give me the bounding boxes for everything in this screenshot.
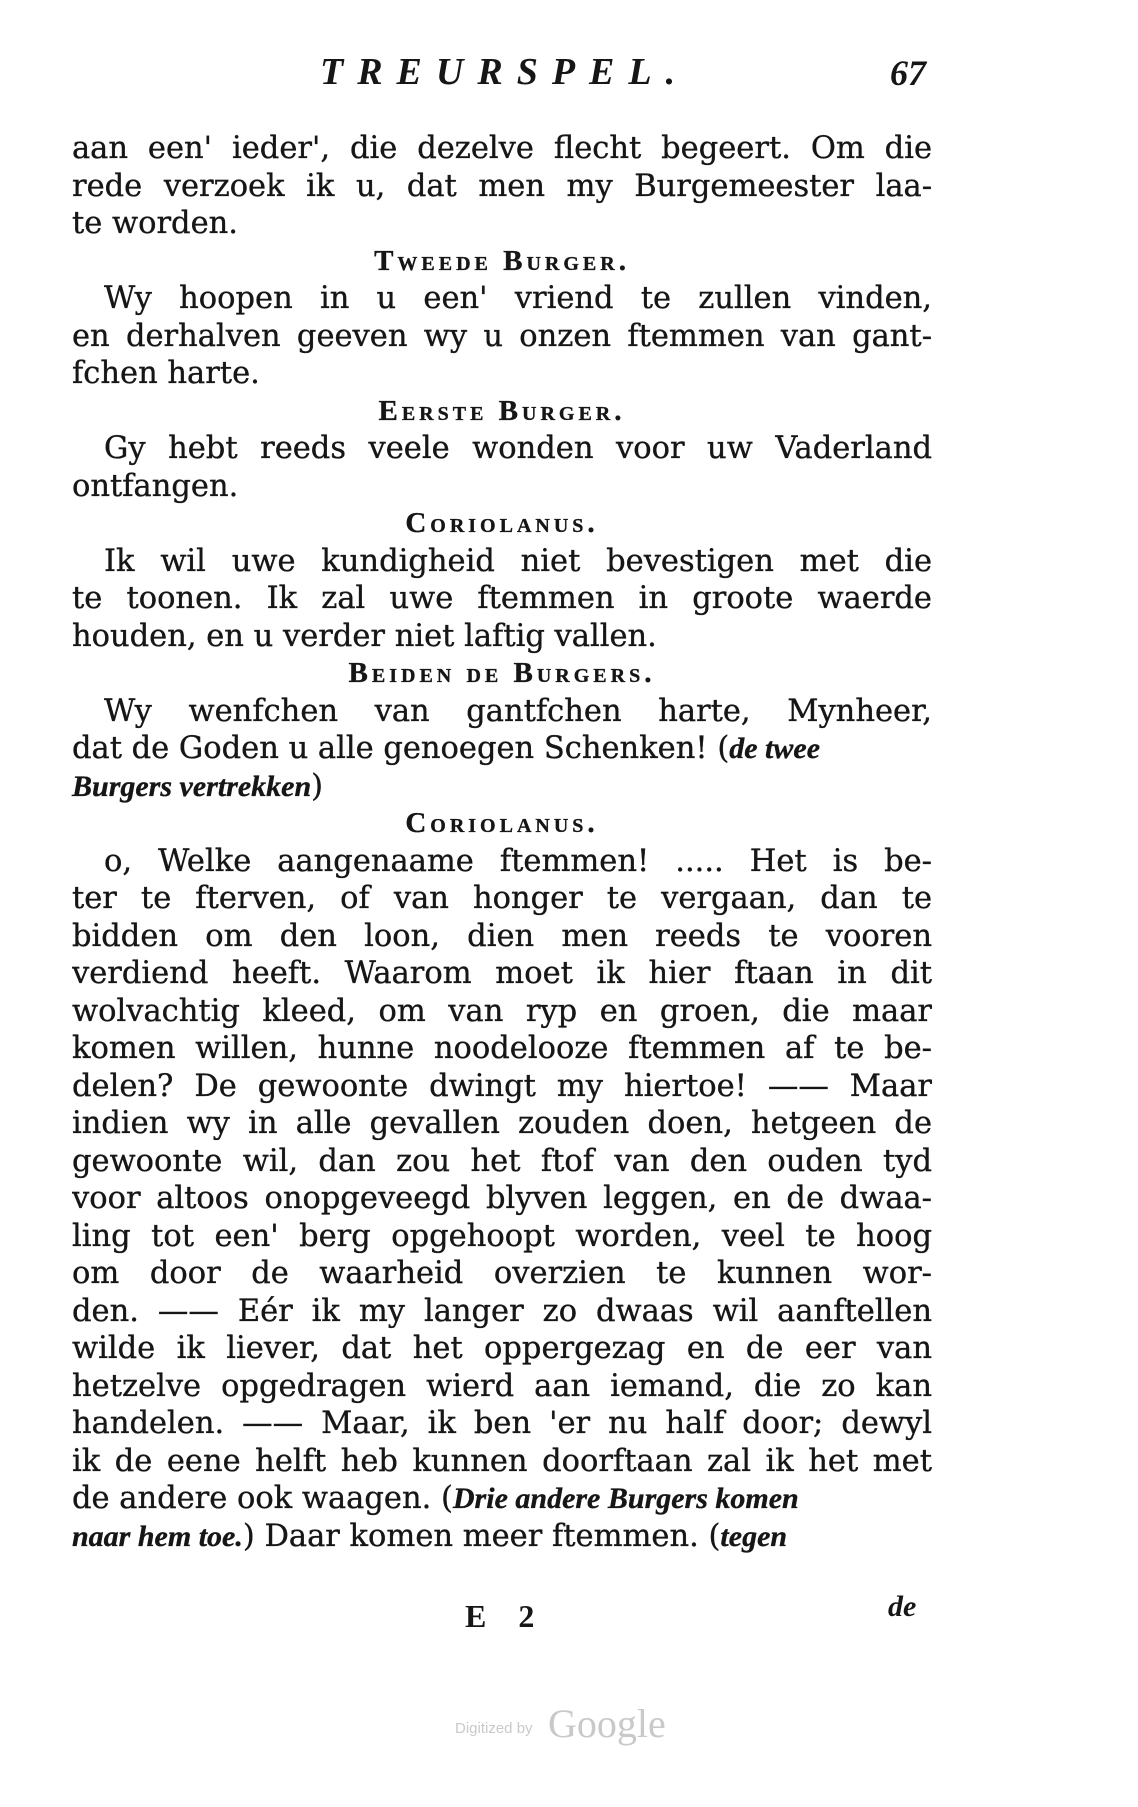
text-line: ik de eene helft heb kunnen doorftaan zal ik het met (72, 1443, 932, 1479)
stage-direction: naar hem toe. (72, 1519, 243, 1553)
page-number: 67 (890, 53, 926, 93)
google-logo: Google (548, 1701, 666, 1746)
text-line: o, Welke aangenaame ftemmen! ..... Het is be- (104, 843, 932, 879)
text-line: wilde ik liever, dat het oppergezag en de eer van (72, 1331, 932, 1366)
speaker-heading: Tweede Burger. (374, 244, 630, 277)
text-line: te worden. (72, 206, 238, 241)
text-line: bidden om den loon, dien men reeds te vooren (72, 918, 932, 954)
text-line: verdiend heeft. Waarom moet ik hier ftaan in dit (72, 956, 932, 991)
text-span: ) Daar komen meer ftemmen. ( (242, 1518, 721, 1554)
stage-direction: Burgers vertrekken (72, 769, 312, 803)
text-line (72, 730, 932, 768)
text-line: Wy wenfchen van gantfchen harte, Mynheer, (104, 693, 932, 729)
text-line (72, 1480, 932, 1518)
text-line: aan een' ieder', die dezelve flecht begeert. Om die (72, 131, 932, 166)
text-line (72, 1518, 932, 1556)
text-line: te toonen. Ik zal uwe ftemmen in groote waerde (72, 581, 932, 616)
text-line: ter te fterven, of van honger te vergaan, dan te (72, 881, 932, 916)
text-line: Wy hoopen in u een' vriend te zullen vinden, (104, 281, 932, 316)
speaker-heading: Coriolanus. (405, 807, 599, 839)
text-line: ling tot een' berg opgehoopt worden, veel te hoog (72, 1218, 932, 1254)
text-line: ontfangen. (72, 468, 239, 504)
catchword: de (888, 1590, 917, 1623)
text-span: ) (311, 768, 324, 804)
text-line: delen? De gewoonte dwingt my hiertoe! —— Maar (72, 1068, 932, 1104)
text-line: houden, en u verder niet laftig vallen. (72, 618, 657, 654)
speaker-heading: Beiden de Burgers. (348, 657, 656, 689)
text-line (72, 768, 932, 806)
text-line: voor altoos onopgeveegd blyven leggen, en de dwaa- (72, 1181, 932, 1216)
text-line: den. —— Eér ik my langer zo dwaas wil aanftellen (72, 1293, 932, 1329)
play-text (72, 130, 932, 1555)
stage-direction: de twee (729, 732, 821, 765)
text-line: indien wy in alle gevallen zouden doen, hetgeen de (72, 1106, 932, 1141)
text-line: rede verzoek ik u, dat men my Burgemeester laa- (72, 168, 932, 204)
running-head (0, 50, 1138, 110)
text-line: wolvachtig kleed, om van ryp en groen, die maar (72, 993, 932, 1029)
text-line: Ik wil uwe kundigheid niet bevestigen met die (104, 543, 932, 579)
text-span: dat de Goden u alle genoegen Schenken! ( (72, 731, 730, 766)
signature-mark: E 2 (465, 1598, 547, 1634)
text-line: handelen. —— Maar, ik ben 'er nu half door; dewyl (72, 1406, 932, 1441)
text-line: Gy hebt reeds veele wonden voor uw Vaderland (104, 431, 932, 466)
speaker-heading: Eerste Burger. (378, 394, 626, 427)
stage-direction: Drie andere Burgers komen (452, 1482, 799, 1515)
page-footer (0, 1590, 1138, 1638)
text-line: komen willen, hunne noodelooze ftemmen af te be- (72, 1031, 932, 1066)
text-line: en derhalven geeven wy u onzen ftemmen van gant- (72, 318, 932, 354)
text-line: om door de waarheid overzien te kunnen wor- (72, 1256, 932, 1291)
digitization-watermark (455, 1700, 715, 1750)
running-title: TREURSPEL. (320, 51, 690, 93)
text-line: fchen harte. (72, 356, 260, 391)
text-line: hetzelve opgedragen wierd aan iemand, die zo kan (72, 1368, 932, 1404)
text-span: de andere ook waagen. ( (72, 1481, 453, 1516)
text-line: gewoonte wil, dan zou het ftof van den ouden tyd (72, 1143, 932, 1179)
speaker-heading: Coriolanus. (405, 507, 599, 539)
stage-direction: tegen (720, 1519, 788, 1553)
watermark-prefix: Digitized by (455, 1720, 533, 1737)
